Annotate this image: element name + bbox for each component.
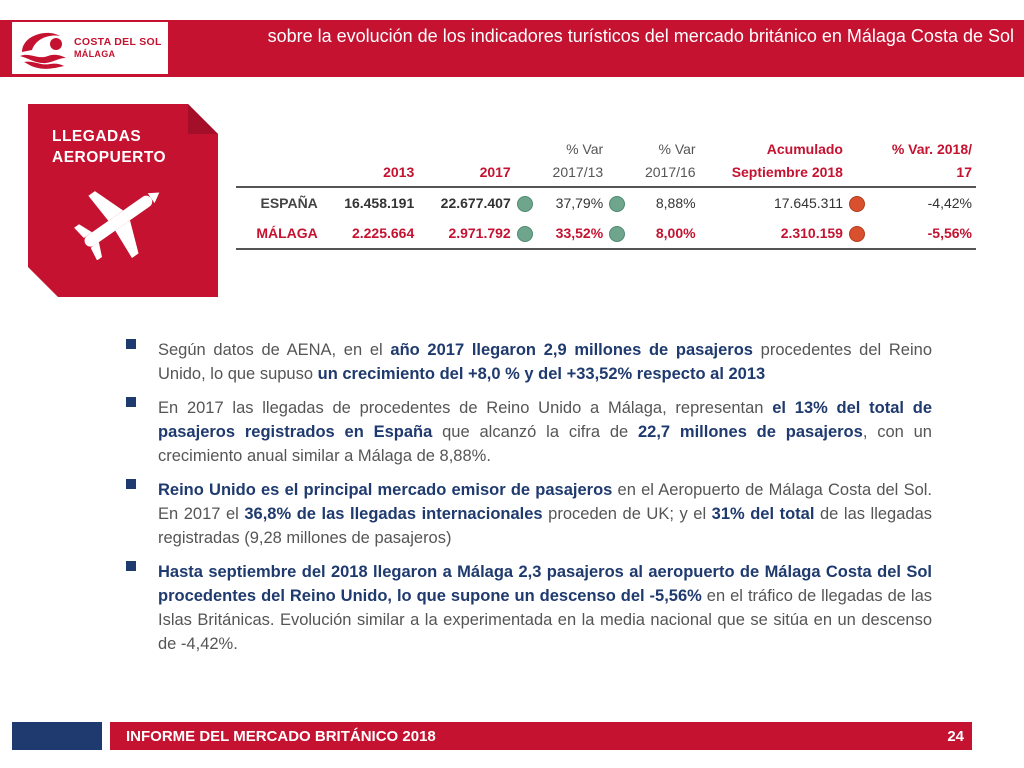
bullet-highlight: año 2017 llegaron 2,9 millones de pasajeros [390,341,753,359]
status-dot-positive-icon [609,226,625,242]
bullet-square-icon [126,339,136,349]
list-item [122,560,932,656]
findings-list [122,338,932,666]
bullet-text: proceden de UK; y el [542,505,712,523]
bullet-text: en el Aeropuerto de Málaga Costa del Sol. En 2017 el [158,481,932,523]
col-header-var1-line1: % Var [566,141,604,157]
section-label-line2: AEROPUERTO [52,149,167,166]
cell-2017: 2.971.792 [448,225,511,241]
col-header-var2-line2: 2017/16 [644,164,696,180]
col-header-acumulado [700,137,847,187]
airport-arrivals-table [236,137,976,250]
bullet-highlight: 36,8% de las llegadas internacionales [244,505,543,523]
header-bar [0,20,1024,77]
status-dot-negative-icon [849,226,865,242]
col-header-acc-line2: Septiembre 2018 [731,164,843,180]
col-header-var-2017-13 [535,137,607,187]
bullet-square-icon [126,561,136,571]
cell-var-2017-13: 37,79% [555,195,604,211]
section-label-line1: LLEGADAS [52,128,142,145]
status-dot-positive-icon [517,196,533,212]
cell-2013: 16.458.191 [344,195,415,211]
cell-var-2017-16: 8,00% [655,225,696,241]
cell-2013: 2.225.664 [351,225,415,241]
cell-var-2017-13: 33,52% [555,225,604,241]
table-row-espana [236,187,976,218]
table-row-malaga [236,218,976,249]
page-title: sobre la evolución de los indicadores turísticos del mercado británico en Málaga Costa de Sol [267,26,1014,46]
costa-del-sol-logo-icon [16,26,70,70]
airplane-icon [70,180,170,260]
col-header-var1-line2: 2017/13 [552,164,604,180]
bullet-text: en el tráfico de llegadas de las Islas Británicas. Evolución similar a la experimentada en la media nacional que se sitúa en un descenso de -4,42%. [158,587,932,653]
bullet-highlight: Hasta septiembre del 2018 llegaron a Málaga 2,3 pasajeros al aeropuerto de Málaga Costa del Sol procedentes del Reino Unido, lo que supone un descenso del -5,56% [158,563,932,605]
section-label [52,126,166,168]
col-header-var3-line2: 17 [956,164,972,180]
bullet-highlight: 22,7 millones de pasajeros [638,423,863,441]
bullet-highlight: el 13% del total de pasajeros registrados en España [158,399,932,441]
col-header-var2-line1: % Var [658,141,696,157]
bullet-text: , con un crecimiento anual similar a Málaga de 8,88%. [158,423,932,465]
status-dot-positive-icon [517,226,533,242]
list-item [122,478,932,550]
row-label: ESPAÑA [260,195,318,211]
col-header-var3-line1: % Var. 2018/ [891,141,972,157]
logo-text-secondary: MÁLAGA [74,49,116,59]
table-header-row [236,137,976,187]
bullet-highlight: 31% del total [711,505,815,523]
bullet-text: Según datos de AENA, en el [158,341,391,359]
cell-var-2018-17: -4,42% [927,195,972,211]
logo [12,22,168,74]
bullet-highlight: un crecimiento del +8,0 % y del +33,52% respecto al 2013 [317,365,766,383]
bullet-text: de las llegadas registradas (9,28 millones de pasajeros) [158,505,933,547]
bullet-square-icon [126,397,136,407]
bullet-highlight: Reino Unido es el principal mercado emisor de pasajeros [158,481,613,499]
footer-title: INFORME DEL MERCADO BRITÁNICO 2018 [126,728,436,745]
status-dot-positive-icon [609,196,625,212]
cell-acumulado: 17.645.311 [773,195,843,211]
bullet-text: que alcanzó la cifra de [432,423,638,441]
cell-acumulado: 2.310.159 [780,225,843,241]
page-number: 24 [947,728,964,745]
col-header-acc-line1: Acumulado [766,141,843,157]
logo-text-primary: COSTA DEL SOL [74,36,162,48]
cell-var-2018-17: -5,56% [927,225,972,241]
footer-accent-block [12,722,102,750]
cell-var-2017-16: 8,88% [655,195,696,211]
list-item [122,396,932,468]
status-dot-negative-icon [849,196,865,212]
bullet-text: procedentes del Reino Unido, lo que supuso [158,341,932,383]
col-header-2017: 2017 [479,164,511,180]
bullet-text: En 2017 las llegadas de procedentes de Reino Unido a Málaga, representan [158,399,773,417]
col-header-var-2017-16 [627,137,699,187]
col-header-region [236,137,322,187]
col-header-2013: 2013 [383,164,415,180]
bullet-square-icon [126,479,136,489]
row-label: MÁLAGA [256,225,318,241]
cell-2017: 22.677.407 [440,195,511,211]
col-header-var-2018-17 [867,137,976,187]
list-item [122,338,932,386]
